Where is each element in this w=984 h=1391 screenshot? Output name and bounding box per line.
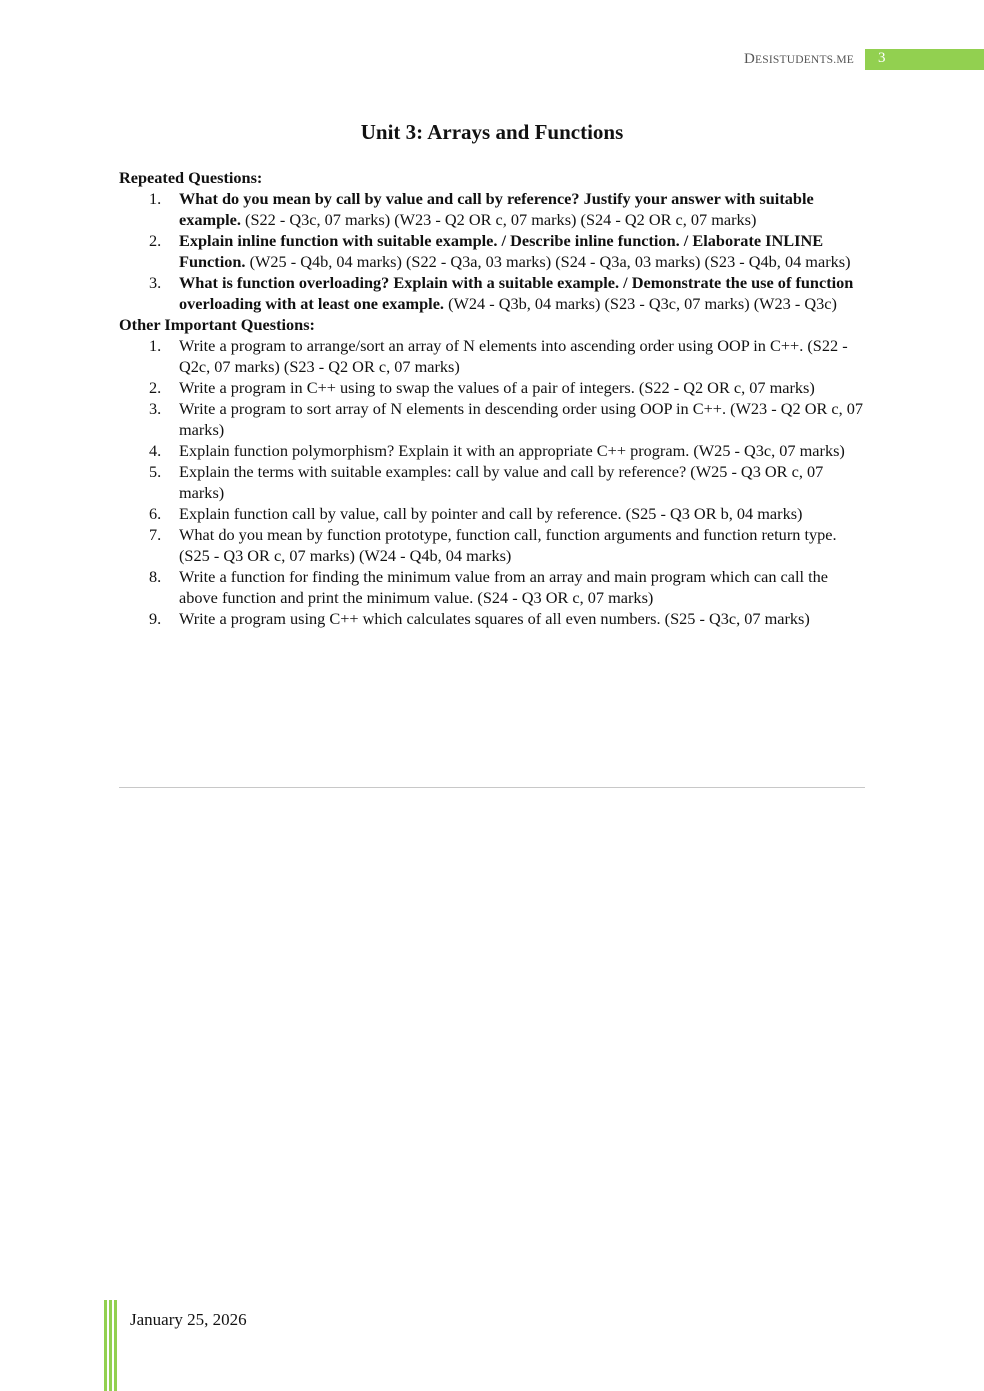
item-number: 2. xyxy=(149,378,162,397)
item-number: 2. xyxy=(149,231,162,250)
question-meta: (S22 - Q3c, 07 marks) (W23 - Q2 OR c, 07 marks) (S24 - Q2 OR c, 07 marks) xyxy=(240,210,757,229)
site-name xyxy=(744,51,854,68)
item-number: 8. xyxy=(149,567,162,586)
list-item xyxy=(119,440,869,461)
list-item xyxy=(119,503,869,524)
site-name-initial: D xyxy=(743,51,756,67)
footer-accent-bars xyxy=(104,1300,118,1391)
question-text: Write a program to arrange/sort an array of N elements into ascending order using OOP in C++. (S22 - Q2c, 07 marks) (S23 - Q2 OR c, 07 marks) xyxy=(179,336,848,376)
page-number-tab xyxy=(865,49,984,70)
other-heading: Other Important Questions: xyxy=(119,315,315,334)
site-name-rest: ESISTUDENTS xyxy=(755,54,834,66)
question-text: Write a program using C++ which calculates squares of all even numbers. (S25 - Q3c, 07 marks) xyxy=(179,609,810,628)
list-item xyxy=(119,188,869,230)
question-text: Write a function for finding the minimum value from an array and main program which can call the above function and print the minimum value. (S24 - Q3 OR c, 07 marks) xyxy=(179,567,829,607)
list-item xyxy=(119,272,869,314)
accent-bar xyxy=(109,1300,112,1391)
list-item xyxy=(119,566,869,608)
question-bold: What do you mean by call by value and call by reference? Justify your answer with suitable example. xyxy=(179,189,814,229)
question-meta: (W25 - Q4b, 04 marks) (S22 - Q3a, 03 marks) (S24 - Q3a, 03 marks) (S23 - Q4b, 04 marks) xyxy=(245,252,851,271)
item-number: 4. xyxy=(149,441,162,460)
question-text: Explain function polymorphism? Explain it with an appropriate C++ program. (W25 - Q3c, 07 marks) xyxy=(179,441,845,460)
question-text: Explain the terms with suitable examples: call by value and call by reference? (W25 - Q3 OR c, 07 marks) xyxy=(179,462,824,502)
question-text: Write a program to sort array of N elements in descending order using OOP in C++. (W23 - Q2 OR c, 07 marks) xyxy=(179,399,864,439)
list-item xyxy=(119,524,869,566)
question-bold: What is function overloading? Explain with a suitable example. / Demonstrate the use of function overloading with at least one example. xyxy=(179,273,854,313)
page-title: Unit 3: Arrays and Functions xyxy=(360,120,624,144)
list-item xyxy=(119,608,869,629)
site-name-tld: ME xyxy=(836,54,854,66)
list-item xyxy=(119,461,869,503)
accent-bar xyxy=(104,1300,107,1391)
page-number: 3 xyxy=(878,50,886,66)
item-number: 3. xyxy=(149,399,162,418)
repeated-heading: Repeated Questions: xyxy=(119,168,263,187)
footer-date: January 25, 2026 xyxy=(130,1310,247,1329)
question-bold: Explain inline function with suitable example. / Describe inline function. / Elaborate INLINE Function. xyxy=(179,231,824,271)
list-item xyxy=(119,335,869,377)
list-item xyxy=(119,230,869,272)
item-number: 1. xyxy=(149,336,162,355)
item-number: 6. xyxy=(149,504,162,523)
repeated-list xyxy=(119,188,869,314)
item-number: 7. xyxy=(149,525,162,544)
question-text: Write a program in C++ using to swap the values of a pair of integers. (S22 - Q2 OR c, 07 marks) xyxy=(179,378,815,397)
item-number: 1. xyxy=(149,189,162,208)
section-divider xyxy=(119,787,865,788)
other-list xyxy=(119,335,869,629)
accent-bar xyxy=(114,1300,117,1391)
list-item xyxy=(119,398,869,440)
list-item xyxy=(119,377,869,398)
item-number: 9. xyxy=(149,609,162,628)
item-number: 3. xyxy=(149,273,162,292)
question-meta: (W24 - Q3b, 04 marks) (S23 - Q3c, 07 marks) (W23 - Q3c) xyxy=(444,294,837,313)
question-text: What do you mean by function prototype, function call, function arguments and function return type. (S25 - Q3 OR c, 07 marks) (W24 - Q4b, 04 marks) xyxy=(179,525,837,565)
site-name-dot: . xyxy=(833,54,837,66)
question-text: Explain function call by value, call by pointer and call by reference. (S25 - Q3 OR b, 04 marks) xyxy=(179,504,803,523)
question-content xyxy=(119,167,869,629)
item-number: 5. xyxy=(149,462,162,481)
